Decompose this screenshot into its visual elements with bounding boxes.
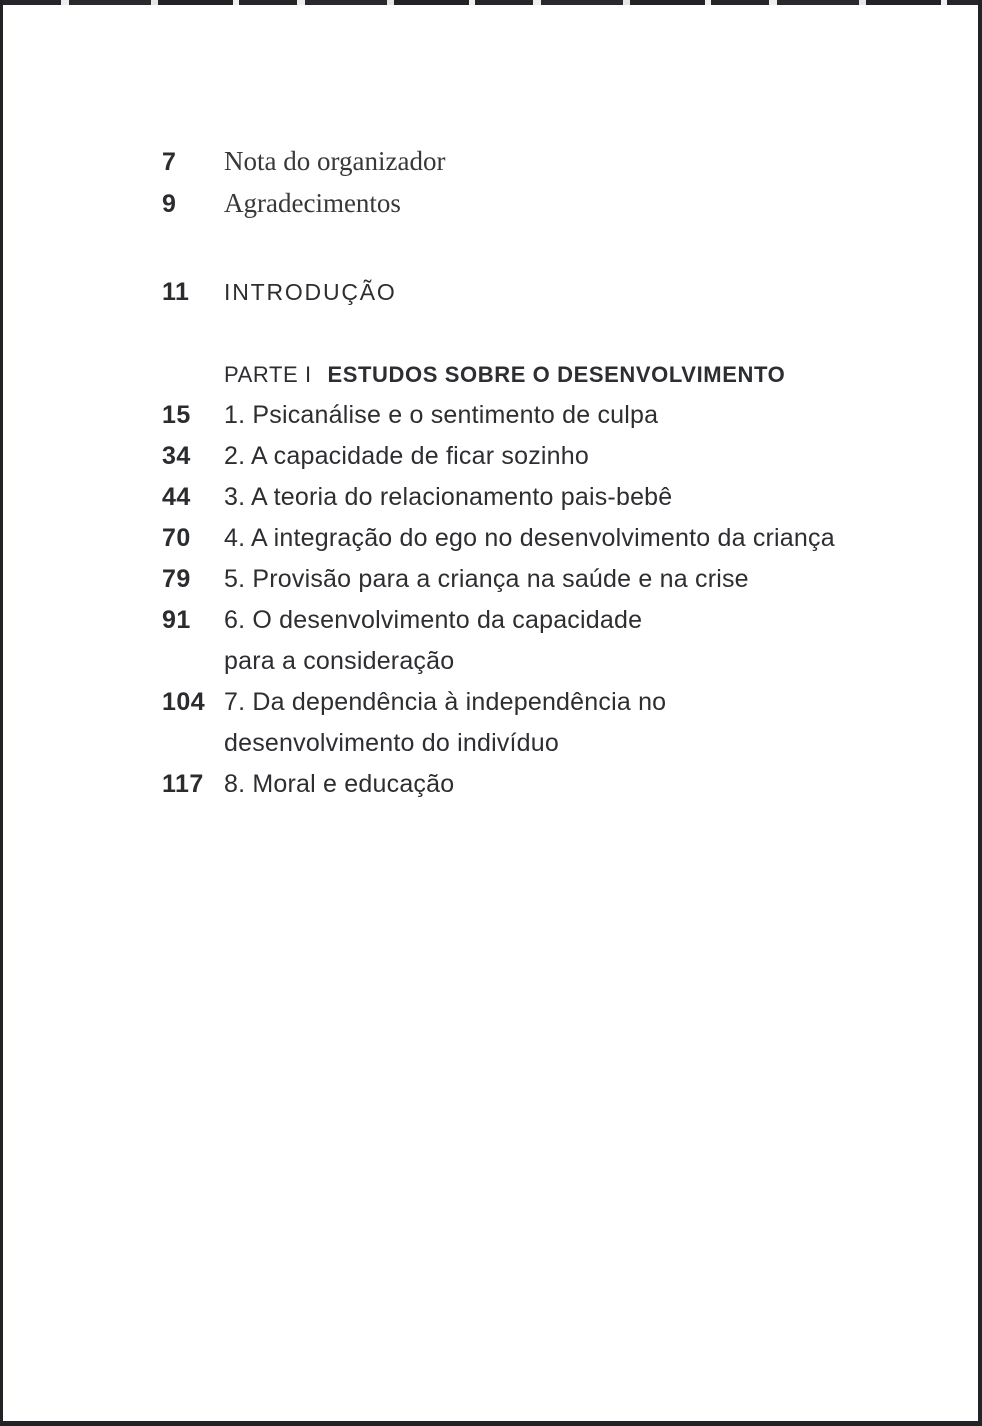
- part-heading: [162, 354, 938, 395]
- toc-entry-introducao: [162, 272, 938, 313]
- entry-title-line: 6. O desenvolvimento da capacidade: [224, 606, 643, 634]
- part-label: PARTE I: [224, 362, 312, 387]
- entry-title-line: 5. Provisão para a criança na saúde e na crise: [224, 565, 749, 593]
- entry-title: [224, 518, 835, 559]
- entry-title-line: 1. Psicanálise e o sentimento de culpa: [224, 401, 659, 429]
- entry-title-line: 3. A teoria do relacionamento pais-bebê: [224, 483, 673, 511]
- entry-title: [224, 477, 672, 518]
- entry-title-line: 7. Da dependência à independência no: [224, 688, 667, 716]
- entry-title: Nota do organizador: [224, 146, 446, 176]
- entry-title: [224, 395, 658, 436]
- page-number: 44: [162, 483, 191, 511]
- entry-title: [224, 436, 589, 477]
- toc-entry-chapter-3: [162, 477, 938, 518]
- toc-entry-chapter-8: [162, 764, 938, 805]
- page-number: 91: [162, 606, 191, 634]
- entry-title: [224, 764, 454, 805]
- entry-title: [224, 682, 666, 764]
- toc-entry-chapter-5: [162, 559, 938, 600]
- page-top-scan-artifact: [3, 0, 978, 5]
- vertical-gap: [162, 225, 938, 272]
- toc-entry-chapter-4: [162, 518, 938, 559]
- entry-title-line: desenvolvimento do indivíduo: [224, 729, 559, 757]
- entry-title-line: 4. A integração do ego no desenvolvimento da criança: [224, 524, 835, 552]
- entry-title: [224, 559, 749, 600]
- table-of-contents: [3, 0, 978, 805]
- entry-title: Agradecimentos: [224, 188, 401, 218]
- page-number: 104: [162, 688, 206, 716]
- entry-title: INTRODUÇÃO: [224, 279, 397, 305]
- entry-title-line: para a consideração: [224, 647, 455, 675]
- toc-entry-chapter-7: [162, 682, 938, 764]
- toc-entry-chapter-1: [162, 395, 938, 436]
- page-number: 34: [162, 442, 191, 470]
- toc-entry-agradecimentos: [162, 183, 938, 225]
- page-number: 11: [162, 278, 190, 306]
- page-number: 9: [162, 190, 177, 218]
- page-number: 15: [162, 401, 191, 429]
- entry-title-line: 2. A capacidade de ficar sozinho: [224, 442, 589, 470]
- page-number: 7: [162, 148, 177, 176]
- vertical-gap: [162, 313, 938, 354]
- toc-entry-chapter-6: [162, 600, 938, 682]
- page-number: 117: [162, 770, 204, 798]
- part-title: ESTUDOS SOBRE O DESENVOLVIMENTO: [327, 362, 786, 387]
- page-number: 79: [162, 565, 191, 593]
- toc-entry-chapter-2: [162, 436, 938, 477]
- toc-entry-nota-do-organizador: [162, 141, 938, 183]
- page-number: 70: [162, 524, 191, 552]
- entry-title-line: 8. Moral e educação: [224, 770, 455, 798]
- entry-title: [224, 600, 642, 682]
